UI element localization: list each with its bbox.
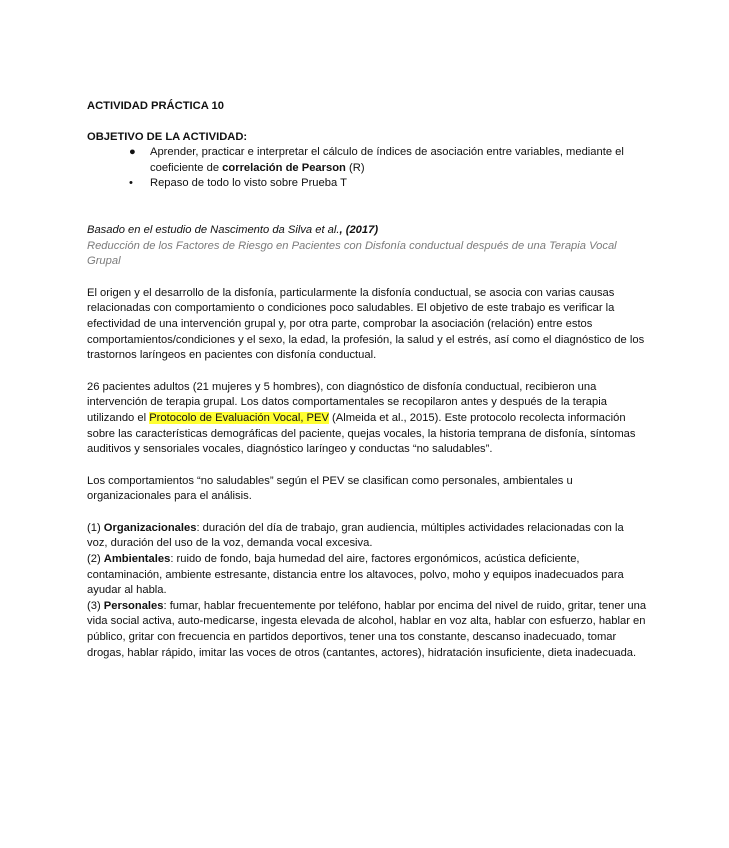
objective-text: Aprender, practicar e interpretar el cálculo de índices de asociación entre variables, mediante el coeficiente de — [150, 146, 624, 174]
category-number: (2) — [87, 553, 104, 566]
paragraph-methods — [87, 380, 647, 458]
category-text: : duración del día de trabajo, gran audiencia, múltiples actividades relacionadas con la voz, duración del uso de la voz, demanda vocal excesiva. — [87, 521, 624, 550]
study-title: Reducción de los Factores de Riesgo en Pacientes con Disfonía conductual después de una Terapia Vocal Grupal — [87, 239, 617, 268]
highlighted-protocol: Protocolo de Evaluación Vocal, PEV — [149, 411, 329, 424]
objectives-list — [87, 145, 647, 192]
study-reference — [87, 223, 647, 239]
category-list — [87, 521, 647, 661]
objective-text: Repaso de todo lo visto sobre Prueba T — [150, 177, 347, 190]
study-author: Basado en el estudio de Nascimento da Silva et al. — [87, 223, 340, 236]
paragraph-methods-text: 26 pacientes adultos (21 mujeres y 5 hombres), con diagnóstico de disfonía conductual, recibieron una intervención de terapia grupal. Los datos comportamentales se recopilaron antes y después de la terapia utilizando el — [87, 380, 607, 424]
objective-item — [87, 145, 647, 176]
paragraph-classification: Los comportamientos “no saludables” según el PEV se clasifican como personales, ambientales u organizacionales para el análisis. — [87, 474, 573, 503]
category-name: Ambientales — [103, 553, 171, 566]
objective-bold-term: correlación de Pearson — [222, 161, 346, 174]
document-title: ACTIVIDAD PRÁCTICA 10 — [87, 100, 224, 112]
category-item — [87, 521, 647, 552]
paragraph-intro: El origen y el desarrollo de la disfonía, particularmente la disfonía conductual, se asocia con varias causas relacionadas con comportamiento o condiciones poco saludables. El objetivo de este trabajo es verificar la efectividad de una intervención grupal y, por otra parte, comprobar la asociación (relación) entre estos comportamientos/condiciones y el sexo, la edad, la profesión, la salud y el estrés, así como el diagnóstico de los trastornos laríngeos en pacientes con disfonía conductual. — [87, 286, 645, 362]
paragraph-methods-text-end: (Almeida et al., 2015). Este protocolo recolecta información sobre las características demográficas del paciente, quejas vocales, la historia temprana de disfonía, síntomas auditivos y sensoriales vocales, diagnóstico laríngeo y conductas “no saludables”. — [87, 411, 636, 456]
objective-heading: OBJETIVO DE LA ACTIVIDAD: — [87, 130, 248, 143]
objective-item — [87, 176, 647, 192]
category-name: Organizacionales — [103, 521, 197, 534]
category-number: (3) — [87, 599, 104, 612]
bullet-icon: • — [129, 177, 133, 190]
category-text: : ruido de fondo, baja humedad del aire, factores ergonómicos, acústica deficiente, contaminación, ambiente estresante, distancia entre los altavoces, polvo, moho y equipos inadecuados para ayudar al habla. — [87, 553, 624, 597]
study-year: , (2017) — [339, 223, 379, 236]
category-item — [87, 552, 647, 599]
category-item — [87, 599, 647, 661]
objective-text-end: (R) — [345, 161, 365, 174]
category-text: : fumar, hablar frecuentemente por teléfono, hablar por encima del nivel de ruido, gritar, tener una vida social activa, auto-medicarse, ingesta elevada de alcohol, hablar en voz alta, hablar con esfuerzo, hablar en público, gritar con frecuencia en partidos deportivos, tener una tos constante, descanso inadecuado, tomar drogas, hablar rápido, imitar las voces de otros (cantantes, actores), hidratación insuficiente, dieta inadecuada. — [87, 599, 647, 659]
document-content — [87, 99, 647, 661]
category-number: (1) — [87, 521, 104, 534]
bullet-icon: ● — [129, 146, 136, 159]
category-name: Personales — [103, 599, 164, 612]
